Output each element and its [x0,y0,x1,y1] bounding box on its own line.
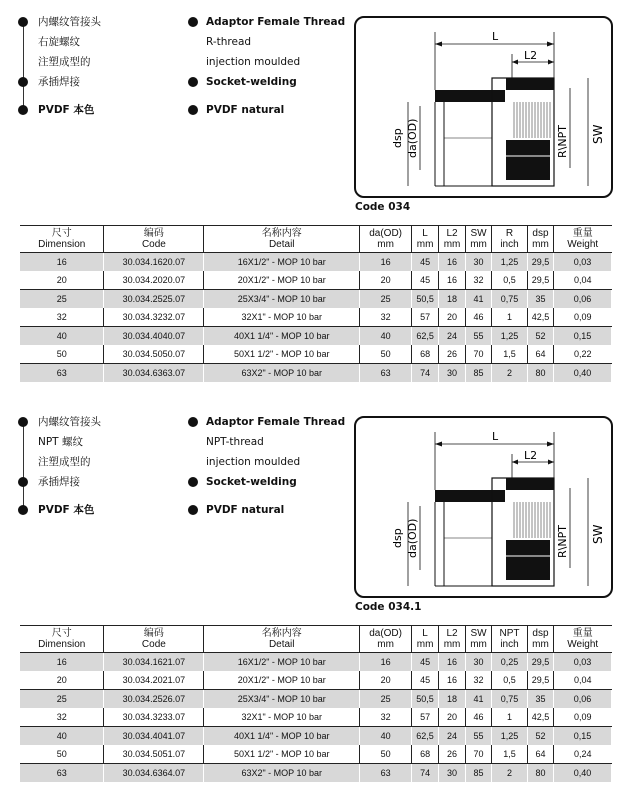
table-cell: 25 [20,690,104,709]
table-cell: 45 [412,271,439,290]
table-cell: 0,15 [553,327,611,346]
table-cell: 63X2" - MOP 10 bar [204,764,360,783]
table-cell: 25 [360,690,412,709]
bullet-icon [188,417,198,427]
table-cell: 30.034.3233.07 [104,708,204,727]
table-cell: 2 [492,764,528,783]
dim-label-da: da(OD) [406,118,419,158]
col-header: 重量 Weight [553,226,611,253]
table-cell: 25X3/4" - MOP 10 bar [204,290,360,309]
table-cell: 20 [360,271,412,290]
table-cell: 85 [466,364,492,383]
table-cell: 20X1/2" - MOP 10 bar [204,671,360,690]
bullet-icon [18,77,28,87]
product-code-label: Code 034.1 [355,601,422,613]
table-cell: 55 [466,727,492,746]
table-cell: 0,06 [553,290,611,309]
table-cell: 70 [466,745,492,764]
table-cell: 30.034.3232.07 [104,308,204,327]
chinese-features-list: 内螺纹管接头 右旋螺纹 注塑成型的 承插焊接 PVDF 本色 [18,12,188,122]
table-row [20,708,612,727]
table-cell: 30 [439,364,466,383]
dim-label-SW: SW [591,524,605,544]
table-cell: 50 [20,745,104,764]
table-cell: 80 [527,764,553,783]
table-cell: 40X1 1/4" - MOP 10 bar [204,727,360,746]
feature-connector-line [23,22,24,112]
table-cell: 18 [439,290,466,309]
table-cell: 70 [466,345,492,364]
table-cell: 32 [20,308,104,327]
table-row [20,364,612,383]
spec-table [20,625,612,782]
table-cell: 20 [439,308,466,327]
table-cell: 1,25 [492,327,528,346]
table-cell: 0,40 [553,364,611,383]
table-cell: 30.034.1620.07 [104,253,204,272]
col-header: L mm [412,226,439,253]
table-cell: 30.034.2526.07 [104,690,204,709]
col-header: 尺寸 Dimension [20,626,104,653]
table-row [20,253,612,272]
table-cell: 0,09 [553,708,611,727]
bullet-icon [188,77,198,87]
col-header: 名称内容 Detail [204,226,360,253]
dim-label-da: da(OD) [406,518,419,558]
col-header: dsp mm [527,626,553,653]
spec-table [20,225,612,382]
table-cell: 24 [439,327,466,346]
table-cell: 42,5 [528,308,554,327]
table-cell: 20X1/2" - MOP 10 bar [204,271,360,290]
table-cell: 29,5 [527,671,553,690]
table-cell: 16 [439,653,466,672]
col-header: 重量 Weight [553,626,611,653]
col-header: L mm [412,626,439,653]
table-cell: 40 [360,327,412,346]
table-cell: 40 [360,727,412,746]
table-cell: 0,03 [553,253,611,272]
bullet-icon [18,105,28,115]
table-cell: 18 [439,690,466,709]
table-cell: 16 [360,653,412,672]
fitting-drawing-svg [356,18,611,196]
table-cell: 30.034.5050.07 [104,345,204,364]
table-cell: 55 [466,327,492,346]
col-header: 编码 Code [104,626,204,653]
table-cell: 16X1/2" - MOP 10 bar [204,653,360,672]
table-cell: 50,5 [412,290,439,309]
table-cell: 57 [412,308,439,327]
table-row [20,345,612,364]
col-header: SW mm [466,626,492,653]
table-cell: 85 [466,764,492,783]
table-row [20,727,612,746]
table-cell: 41 [466,690,492,709]
dim-label-dsp: dsp [391,128,404,148]
table-cell: 32 [360,708,412,727]
table-cell: 74 [412,764,439,783]
table-body [20,253,612,383]
table-cell: 40 [20,727,104,746]
product-section-034-1 [0,400,639,790]
table-cell: 0,75 [492,290,528,309]
table-cell: 45 [412,653,439,672]
table-cell: 64 [527,745,553,764]
table-cell: 30 [439,764,466,783]
dim-label-L2: L2 [524,49,538,62]
table-cell: 25 [360,290,412,309]
table-cell: 63 [20,764,104,783]
table-cell: 63 [20,364,104,383]
table-cell: 1 [492,308,528,327]
english-features-list: Adaptor Female Thread NPT-thread injection moulded Socket-welding PVDF natural [188,412,348,522]
table-cell: 46 [466,308,492,327]
table-cell: 24 [439,727,466,746]
table-cell: 16 [439,671,466,690]
bullet-icon [188,477,198,487]
table-cell: 68 [412,745,439,764]
table-cell: 30 [466,253,492,272]
technical-drawing [354,16,613,198]
col-header: dsp mm [528,226,554,253]
table-cell: 16X1/2" - MOP 10 bar [204,253,360,272]
table-cell: 64 [528,345,554,364]
table-cell: 1 [492,708,528,727]
col-header: SW mm [466,226,492,253]
table-cell: 20 [439,708,466,727]
table-cell: 20 [20,271,104,290]
table-cell: 42,5 [527,708,553,727]
bullet-icon [188,17,198,27]
product-section-034 [0,0,639,390]
table-cell: 0,40 [553,764,611,783]
table-cell: 0,04 [553,671,611,690]
table-cell: 63 [360,764,412,783]
table-cell: 0,5 [492,271,528,290]
table-row [20,690,612,709]
table-cell: 29,5 [528,253,554,272]
bullet-icon [18,505,28,515]
col-header: da(OD) mm [360,626,412,653]
table-cell: 16 [439,253,466,272]
table-cell: 32X1" - MOP 10 bar [204,708,360,727]
table-cell: 26 [439,745,466,764]
table-cell: 16 [20,253,104,272]
table-cell: 32 [20,708,104,727]
table-cell: 50 [360,745,412,764]
dim-label-L: L [492,30,499,43]
table-row [20,764,612,783]
table-cell: 0,22 [553,345,611,364]
col-header: R inch [492,226,528,253]
bullet-icon [18,477,28,487]
table-cell: 74 [412,364,439,383]
table-cell: 30.034.5051.07 [104,745,204,764]
table-header-row [20,626,612,653]
col-header: L2 mm [439,626,466,653]
table-cell: 2 [492,364,528,383]
table-cell: 35 [527,690,553,709]
table-cell: 50,5 [412,690,439,709]
table-cell: 32 [360,308,412,327]
table-cell: 63X2" - MOP 10 bar [204,364,360,383]
dim-label-L2: L2 [524,449,538,462]
table-row [20,271,612,290]
bullet-icon [18,417,28,427]
table-cell: 62,5 [412,327,439,346]
feature-connector-line [23,422,24,512]
table-cell: 1,5 [492,745,528,764]
table-cell: 16 [20,653,104,672]
product-code-label: Code 034 [355,201,411,213]
dim-label-thread: R\NPT [556,525,569,558]
dim-label-dsp: dsp [391,528,404,548]
col-header: 编码 Code [104,226,204,253]
table-cell: 30.034.2021.07 [104,671,204,690]
table-cell: 62,5 [412,727,439,746]
table-cell: 30.034.2020.07 [104,271,204,290]
table-cell: 16 [439,271,466,290]
table-cell: 16 [360,253,412,272]
table-cell: 0,5 [492,671,528,690]
col-header: 尺寸 Dimension [20,226,104,253]
table-cell: 68 [412,345,439,364]
dim-label-thread: R\NPT [556,125,569,158]
table-cell: 29,5 [527,653,553,672]
table-cell: 32 [466,671,492,690]
table-row [20,327,612,346]
table-cell: 0,09 [553,308,611,327]
dim-label-SW: SW [591,124,605,144]
table-cell: 29,5 [528,271,554,290]
col-header: 名称内容 Detail [204,626,360,653]
table-cell: 46 [466,708,492,727]
table-cell: 80 [528,364,554,383]
table-cell: 0,25 [492,653,528,672]
col-header: NPT inch [492,626,528,653]
col-header: L2 mm [439,226,466,253]
table-cell: 0,75 [492,690,528,709]
technical-drawing [354,416,613,598]
fitting-drawing-svg [356,418,611,596]
table-cell: 1,25 [492,253,528,272]
dim-label-L: L [492,430,499,443]
table-header-row [20,226,612,253]
table-cell: 41 [466,290,492,309]
table-row [20,290,612,309]
table-cell: 52 [527,727,553,746]
table-cell: 50X1 1/2" - MOP 10 bar [204,745,360,764]
chinese-features-list: 内螺纹管接头 NPT 螺纹 注塑成型的 承插焊接 PVDF 本色 [18,412,188,522]
table-cell: 30.034.6364.07 [104,764,204,783]
bullet-icon [188,505,198,515]
table-cell: 35 [528,290,554,309]
table-cell: 52 [528,327,554,346]
table-cell: 30.034.2525.07 [104,290,204,309]
table-cell: 30.034.4040.07 [104,327,204,346]
table-row [20,745,612,764]
english-features-list: Adaptor Female Thread R-thread injection moulded Socket-welding PVDF natural [188,12,348,122]
table-row [20,308,612,327]
table-cell: 0,24 [553,745,611,764]
table-cell: 63 [360,364,412,383]
table-cell: 1,5 [492,345,528,364]
table-cell: 50X1 1/2" - MOP 10 bar [204,345,360,364]
table-cell: 32X1" - MOP 10 bar [204,308,360,327]
table-cell: 25X3/4" - MOP 10 bar [204,690,360,709]
table-row [20,653,612,672]
table-cell: 45 [412,253,439,272]
table-cell: 30 [466,653,492,672]
table-cell: 0,15 [553,727,611,746]
bullet-icon [18,17,28,27]
table-cell: 0,06 [553,690,611,709]
table-cell: 30.034.6363.07 [104,364,204,383]
table-row [20,671,612,690]
table-cell: 45 [412,671,439,690]
col-header: da(OD) mm [360,226,412,253]
bullet-icon [188,105,198,115]
table-cell: 20 [20,671,104,690]
table-cell: 32 [466,271,492,290]
table-cell: 1,25 [492,727,528,746]
table-cell: 26 [439,345,466,364]
table-cell: 25 [20,290,104,309]
table-cell: 40X1 1/4" - MOP 10 bar [204,327,360,346]
table-cell: 0,03 [553,653,611,672]
table-cell: 20 [360,671,412,690]
table-body [20,653,612,783]
table-cell: 50 [360,345,412,364]
table-cell: 30.034.4041.07 [104,727,204,746]
table-cell: 0,04 [553,271,611,290]
table-cell: 57 [412,708,439,727]
table-cell: 30.034.1621.07 [104,653,204,672]
table-cell: 50 [20,345,104,364]
table-cell: 40 [20,327,104,346]
